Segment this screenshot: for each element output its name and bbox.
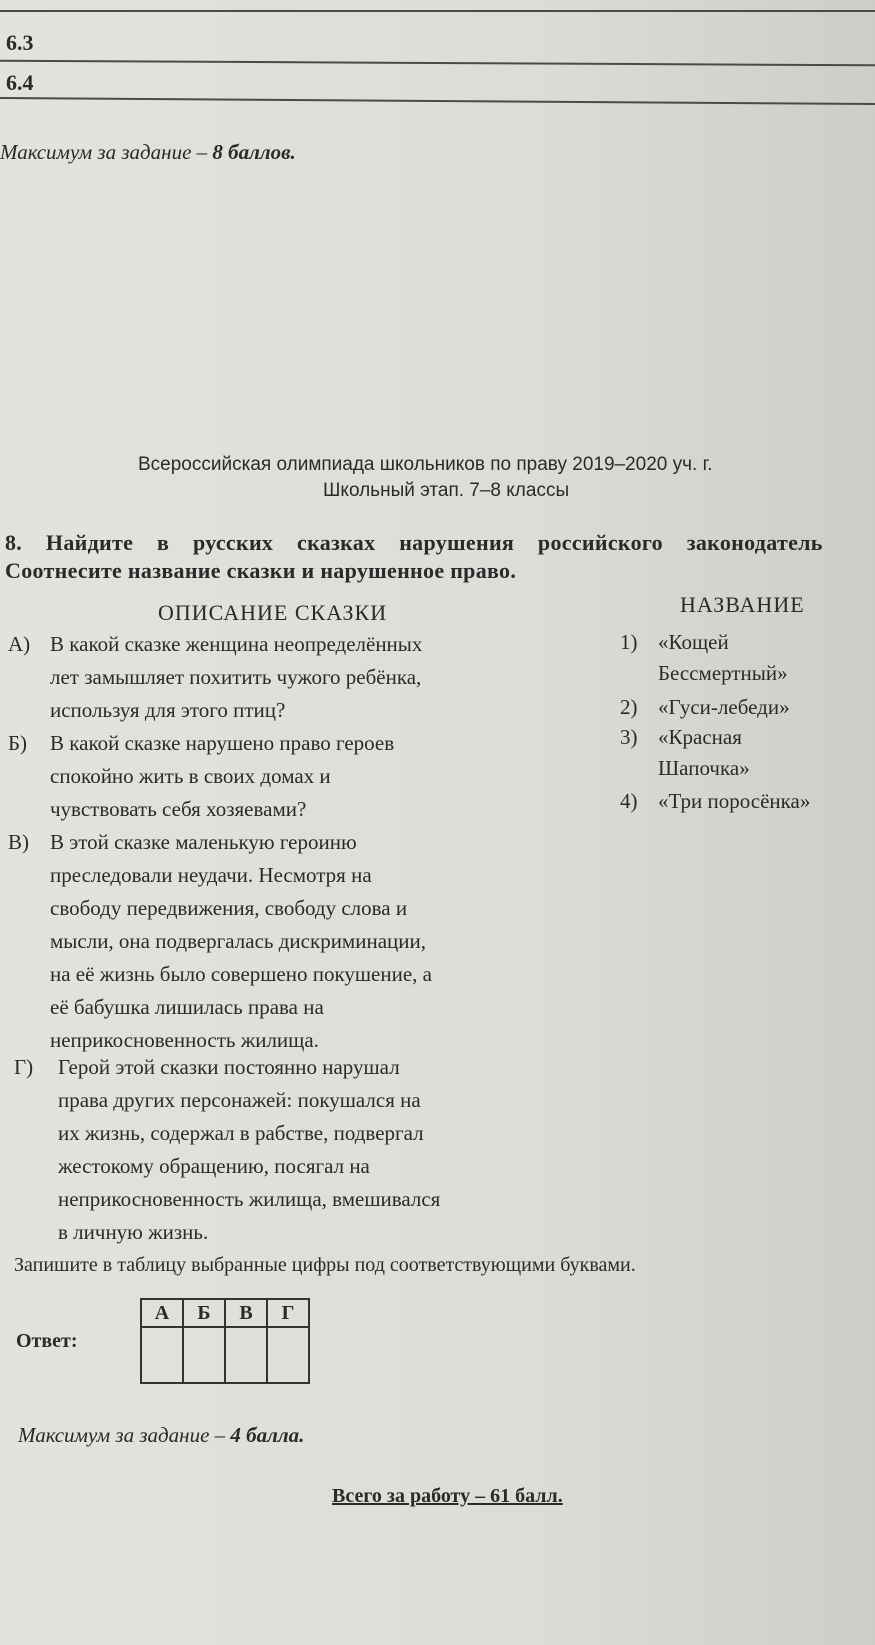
row-label-6-4: 6.4 — [6, 70, 34, 95]
description-letter: А) — [8, 632, 31, 656]
description-line: её бабушка лишилась права на — [50, 995, 324, 1019]
max-score-prefix: Максимум за задание – — [18, 1423, 231, 1447]
name-line: Шапочка» — [658, 756, 750, 780]
name-number: 2) — [620, 695, 638, 719]
description-letter: В) — [8, 830, 29, 854]
page-header-line1: Всероссийская олимпиада школьников по праву 2019–2020 уч. г. — [138, 454, 713, 475]
row-label-6-3: 6.3 — [6, 30, 34, 55]
answer-header-v: В — [225, 1299, 267, 1327]
description-line: неприкосновенность жилища. — [50, 1028, 319, 1052]
name-line: «Гуси-лебеди» — [658, 695, 790, 719]
answer-cell-b[interactable] — [183, 1327, 225, 1383]
description-line: лет замышляет похитить чужого ребёнка, — [50, 665, 422, 689]
question-line2: Соотнесите название сказки и нарушенное право. — [5, 558, 517, 583]
table-line — [0, 60, 875, 67]
answer-cell-v[interactable] — [225, 1327, 267, 1383]
answer-label: Ответ: — [16, 1330, 78, 1352]
description-line: мысли, она подвергалась дискриминации, — [50, 929, 426, 953]
name-number: 1) — [620, 630, 638, 654]
answer-header-b: Б — [183, 1299, 225, 1327]
answer-table — [140, 1298, 310, 1384]
answer-cell-a[interactable] — [141, 1327, 183, 1383]
name-number: 3) — [620, 725, 638, 749]
description-line: права других персонажей: покушался на — [58, 1088, 421, 1112]
question-number: 8. — [5, 530, 23, 555]
table-line — [0, 97, 875, 105]
name-line: «Кощей — [658, 630, 729, 654]
description-line: жестокому обращению, посягал на — [58, 1154, 370, 1178]
answer-instruction: Запишите в таблицу выбранные цифры под соответствующими буквами. — [14, 1254, 636, 1276]
description-line: Герой этой сказки постоянно нарушал — [58, 1055, 400, 1079]
total-score: Всего за работу – 61 балл. — [332, 1485, 563, 1507]
description-line: преследовали неудачи. Несмотря на — [50, 863, 372, 887]
table-line — [0, 10, 875, 12]
description-line: В какой сказке женщина неопределённых — [50, 632, 423, 656]
max-score-value: 8 баллов. — [212, 140, 296, 164]
question-line1: Найдите в русских сказках нарушения российского законодатель — [45, 530, 823, 555]
description-line: неприкосновенность жилища, вмешивался — [58, 1187, 441, 1211]
page-header-line2: Школьный этап. 7–8 классы — [323, 480, 570, 501]
description-letter: Б) — [8, 731, 28, 755]
description-line: используя для этого птиц? — [50, 698, 286, 722]
name-line: «Три поросёнка» — [658, 789, 811, 813]
answer-header-g: Г — [267, 1299, 309, 1327]
max-score-value: 4 балла. — [230, 1423, 305, 1447]
name-line: Бессмертный» — [658, 661, 788, 685]
description-line: в личную жизнь. — [58, 1220, 209, 1244]
max-score-task8 — [18, 1423, 304, 1448]
question-title — [5, 530, 823, 556]
max-score-task7 — [0, 140, 296, 165]
description-line: В какой сказке нарушено право героев — [50, 731, 395, 755]
answer-header-a: А — [141, 1299, 183, 1327]
name-number: 4) — [620, 789, 638, 813]
name-line: «Красная — [658, 725, 742, 749]
answer-cell-g[interactable] — [267, 1327, 309, 1383]
description-letter: Г) — [14, 1055, 34, 1079]
column-header-description: ОПИСАНИЕ СКАЗКИ — [158, 600, 388, 625]
description-line: на её жизнь было совершено покушение, а — [50, 962, 432, 986]
description-line: их жизнь, содержал в рабстве, подвергал — [58, 1121, 424, 1145]
description-line: свободу передвижения, свободу слова и — [50, 896, 408, 920]
column-header-name: НАЗВАНИЕ — [680, 592, 805, 617]
description-line: В этой сказке маленькую героиню — [50, 830, 357, 854]
max-score-prefix: Максимум за задание – — [0, 140, 213, 164]
description-line: чувствовать себя хозяевами? — [50, 797, 307, 821]
description-line: спокойно жить в своих домах и — [50, 764, 331, 788]
